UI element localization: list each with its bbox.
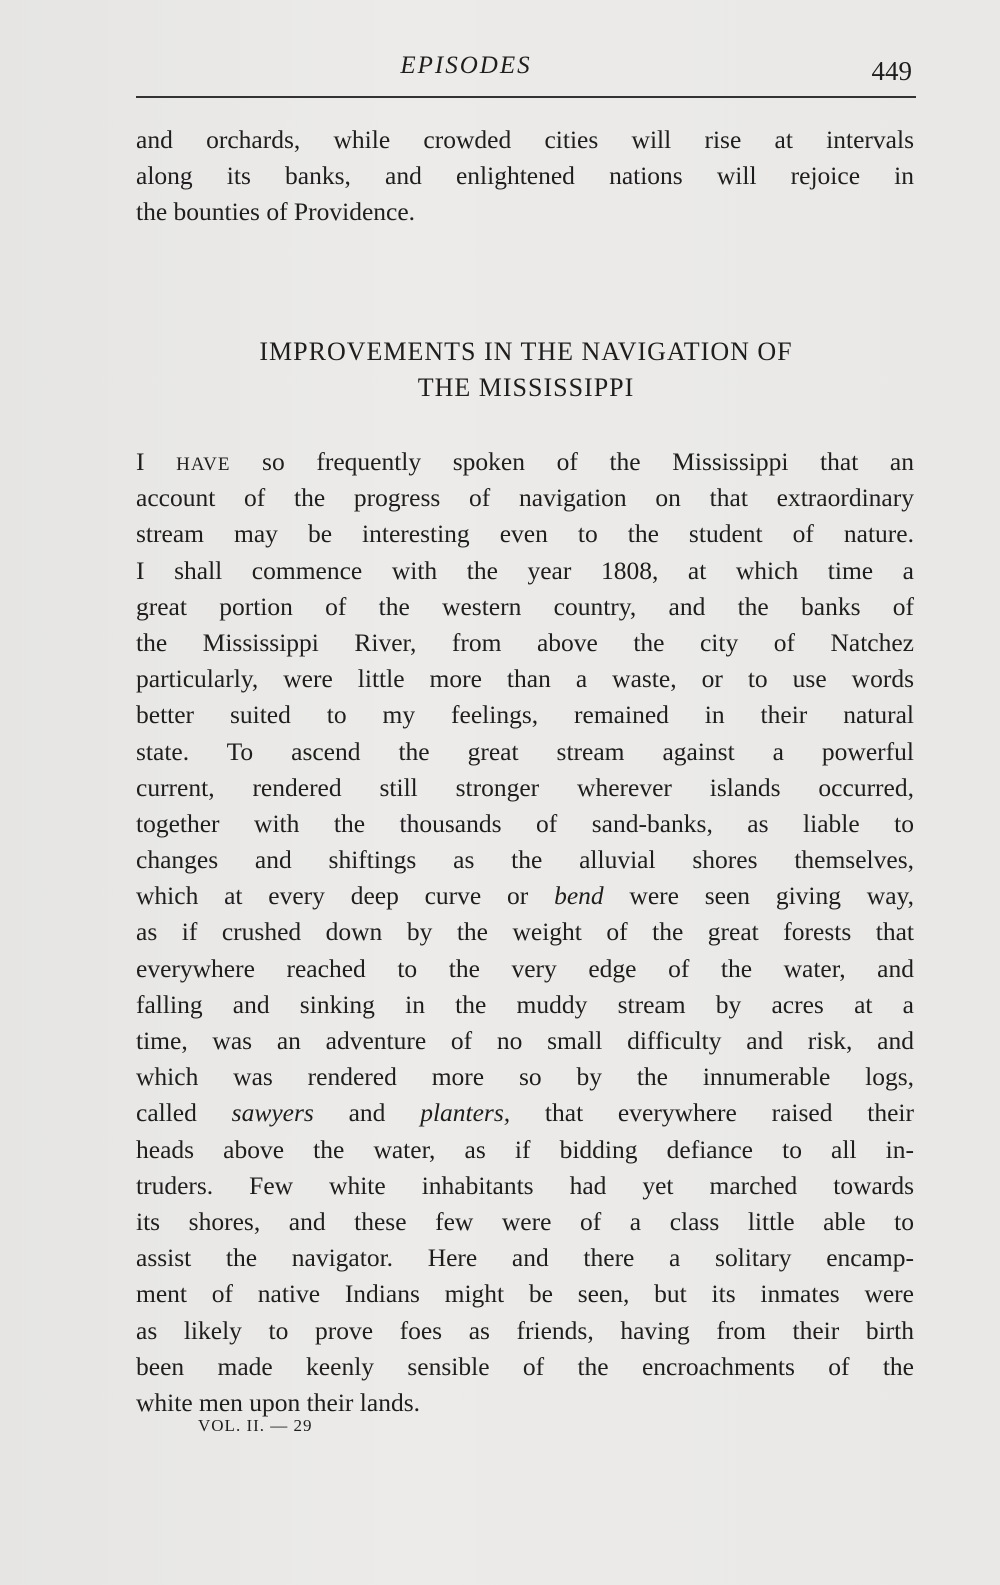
text-line: its shores, and these few were of a class little able to (136, 1206, 914, 1236)
text-line: stream may be interesting even to the student of nature. (136, 519, 914, 549)
italic-word: planters, (420, 1098, 511, 1128)
text-line: together with the thousands of sand-banks, as liable to (136, 808, 914, 838)
signature-mark: VOL. II. — 29 (198, 1416, 313, 1435)
section-title-line: IMPROVEMENTS IN THE NAVIGATION OF (259, 337, 793, 366)
body-paragraph (136, 444, 914, 1421)
text-line: particularly, were little more than a waste, or to use words (136, 664, 914, 694)
text-line: better suited to my feelings, remained in their natural (136, 700, 914, 730)
text-line: falling and sinking in the muddy stream by acres at a (136, 989, 914, 1019)
text-line: time, was an adventure of no small difficulty and risk, and (136, 1026, 914, 1055)
header-rule (136, 96, 916, 98)
text-line: great portion of the western country, and the banks of (136, 591, 914, 621)
page-number: 449 (871, 56, 912, 86)
text-line: been made keenly sensible of the encroachments of the (136, 1351, 914, 1381)
text-line: the bounties of Providence. (136, 197, 416, 227)
carryover-paragraph (136, 122, 914, 231)
text-line: everywhere reached to the very edge of the water, and (136, 953, 914, 983)
text-line: white men upon their lands. (136, 1387, 420, 1417)
text-line: as if crushed down by the weight of the great forests that (136, 917, 914, 947)
section-title (136, 334, 916, 406)
text-line: which was rendered more so by the innumerable logs, (136, 1062, 914, 1092)
text-line: truders. Few white inhabitants had yet marched towards (136, 1170, 914, 1200)
text-line: called sawyers and planters, that everywhere raised their (136, 1098, 915, 1128)
running-title: EPISODES (400, 52, 532, 79)
text-line: as likely to prove foes as friends, having from their birth (136, 1315, 914, 1345)
text-line: assist the navigator. Here and there a solitary encamp- (136, 1243, 914, 1273)
small-caps-word: HAVE (176, 454, 231, 475)
section-title-line: THE MISSISSIPPI (417, 373, 635, 402)
running-head (136, 48, 916, 92)
text-line: which at every deep curve or bend were seen giving way, (136, 881, 914, 911)
text-line: I HAVE so frequently spoken of the Mississippi that an (136, 447, 914, 476)
text-line: current, rendered still stronger wherever islands occurred, (136, 772, 914, 802)
italic-word: bend (554, 881, 604, 911)
text-line: changes and shiftings as the alluvial shores themselves, (136, 845, 914, 875)
text-line: state. To ascend the great stream against a powerful (136, 736, 914, 766)
text-line: account of the progress of navigation on that extraordinary (136, 483, 914, 513)
italic-word: sawyers (231, 1098, 314, 1128)
text-line: along its banks, and enlightened nations will rejoice in (136, 161, 914, 191)
text-line: the Mississippi River, from above the city of Natchez (136, 627, 914, 657)
text-line: and orchards, while crowded cities will rise at intervals (136, 125, 914, 154)
text-line: ment of native Indians might be seen, but its inmates were (136, 1279, 914, 1309)
text-line: I shall commence with the year 1808, at which time a (136, 555, 914, 585)
text-line: heads above the water, as if bidding defiance to all in- (136, 1134, 914, 1164)
